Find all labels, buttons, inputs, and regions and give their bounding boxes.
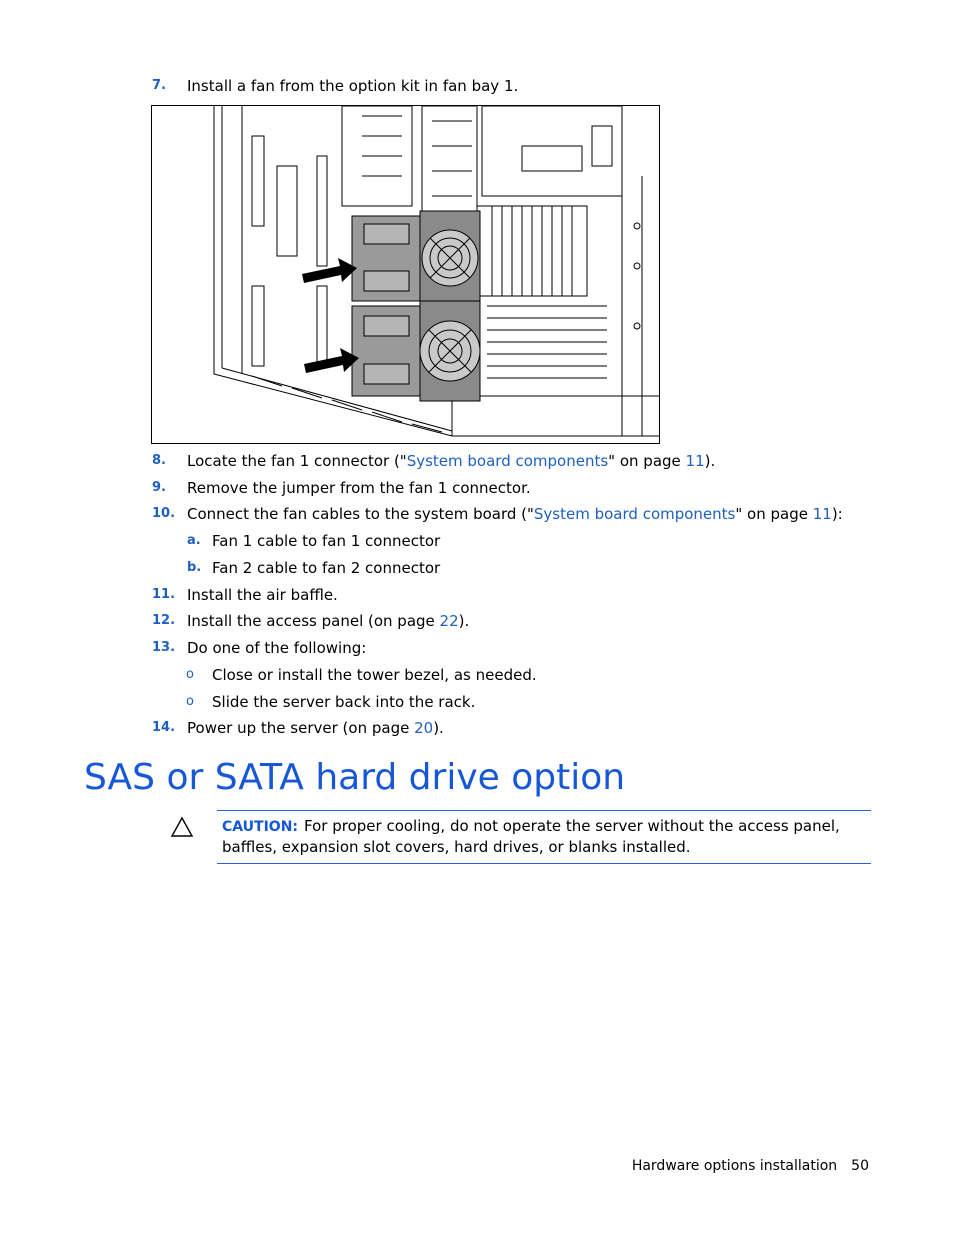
text-fragment: ). <box>458 612 470 630</box>
step-number: 11. <box>152 587 176 602</box>
page-number: 50 <box>851 1158 869 1174</box>
page-11-link[interactable]: 11 <box>812 505 832 523</box>
page-22-link[interactable]: 22 <box>439 612 459 630</box>
page-20-link[interactable]: 20 <box>414 719 434 737</box>
step-number: 10. <box>152 506 176 521</box>
bullet-icon: o <box>186 694 194 709</box>
footer-section-title: Hardware options installation <box>631 1158 838 1174</box>
text-fragment: Locate the fan 1 connector (" <box>187 452 407 470</box>
step-text <box>187 612 469 630</box>
step-number: 7. <box>152 78 166 93</box>
text-fragment: " on page <box>608 452 686 470</box>
step-number: 14. <box>152 720 176 735</box>
step-text: Do one of the following: <box>187 639 367 657</box>
substep-text: Fan 2 cable to fan 2 connector <box>212 559 441 577</box>
section-heading: SAS or SATA hard drive option <box>84 757 626 798</box>
caution-text: For proper cooling, do not operate the server without the access panel, baffles, expansion slot covers, hard drives, or blanks installed. <box>222 817 840 856</box>
step-text <box>187 505 843 523</box>
text-fragment: Connect the fan cables to the system board (" <box>187 505 534 523</box>
step-text <box>187 452 715 470</box>
caution-box <box>217 810 871 864</box>
bullet-icon: o <box>186 667 194 682</box>
text-fragment: " on page <box>735 505 813 523</box>
substep-letter: b. <box>187 560 202 575</box>
text-fragment: ). <box>433 719 444 737</box>
step-number: 9. <box>152 480 166 495</box>
substep-letter: a. <box>187 533 201 548</box>
text-fragment: Install the access panel (on page <box>187 612 440 630</box>
system-board-components-link[interactable]: System board components <box>533 505 736 523</box>
text-fragment: ): <box>831 505 843 523</box>
step-number: 8. <box>152 453 166 468</box>
server-chassis-drawing <box>152 106 659 443</box>
step-text: Remove the jumper from the fan 1 connector. <box>187 479 531 497</box>
step-text: Install a fan from the option kit in fan bay 1. <box>187 77 519 95</box>
text-fragment: ). <box>704 452 716 470</box>
caution-label: CAUTION: <box>222 819 299 835</box>
step-text: Install the air baffle. <box>187 586 338 604</box>
fan-2 <box>352 301 480 401</box>
caution-message <box>222 816 862 857</box>
fan-1 <box>352 211 480 306</box>
page-footer <box>632 1158 869 1174</box>
step-text <box>187 719 444 737</box>
system-board-components-link[interactable]: System board components <box>406 452 609 470</box>
page-11-link[interactable]: 11 <box>685 452 705 470</box>
step-number: 13. <box>152 640 176 655</box>
text-fragment: Power up the server (on page <box>187 719 415 737</box>
fan-install-illustration <box>151 105 660 444</box>
step-number: 12. <box>152 613 176 628</box>
insert-arrow-icon <box>302 258 359 373</box>
warning-icon <box>170 816 194 842</box>
option-text: Close or install the tower bezel, as needed. <box>212 666 537 684</box>
substep-text: Fan 1 cable to fan 1 connector <box>212 532 441 550</box>
option-text: Slide the server back into the rack. <box>212 693 476 711</box>
